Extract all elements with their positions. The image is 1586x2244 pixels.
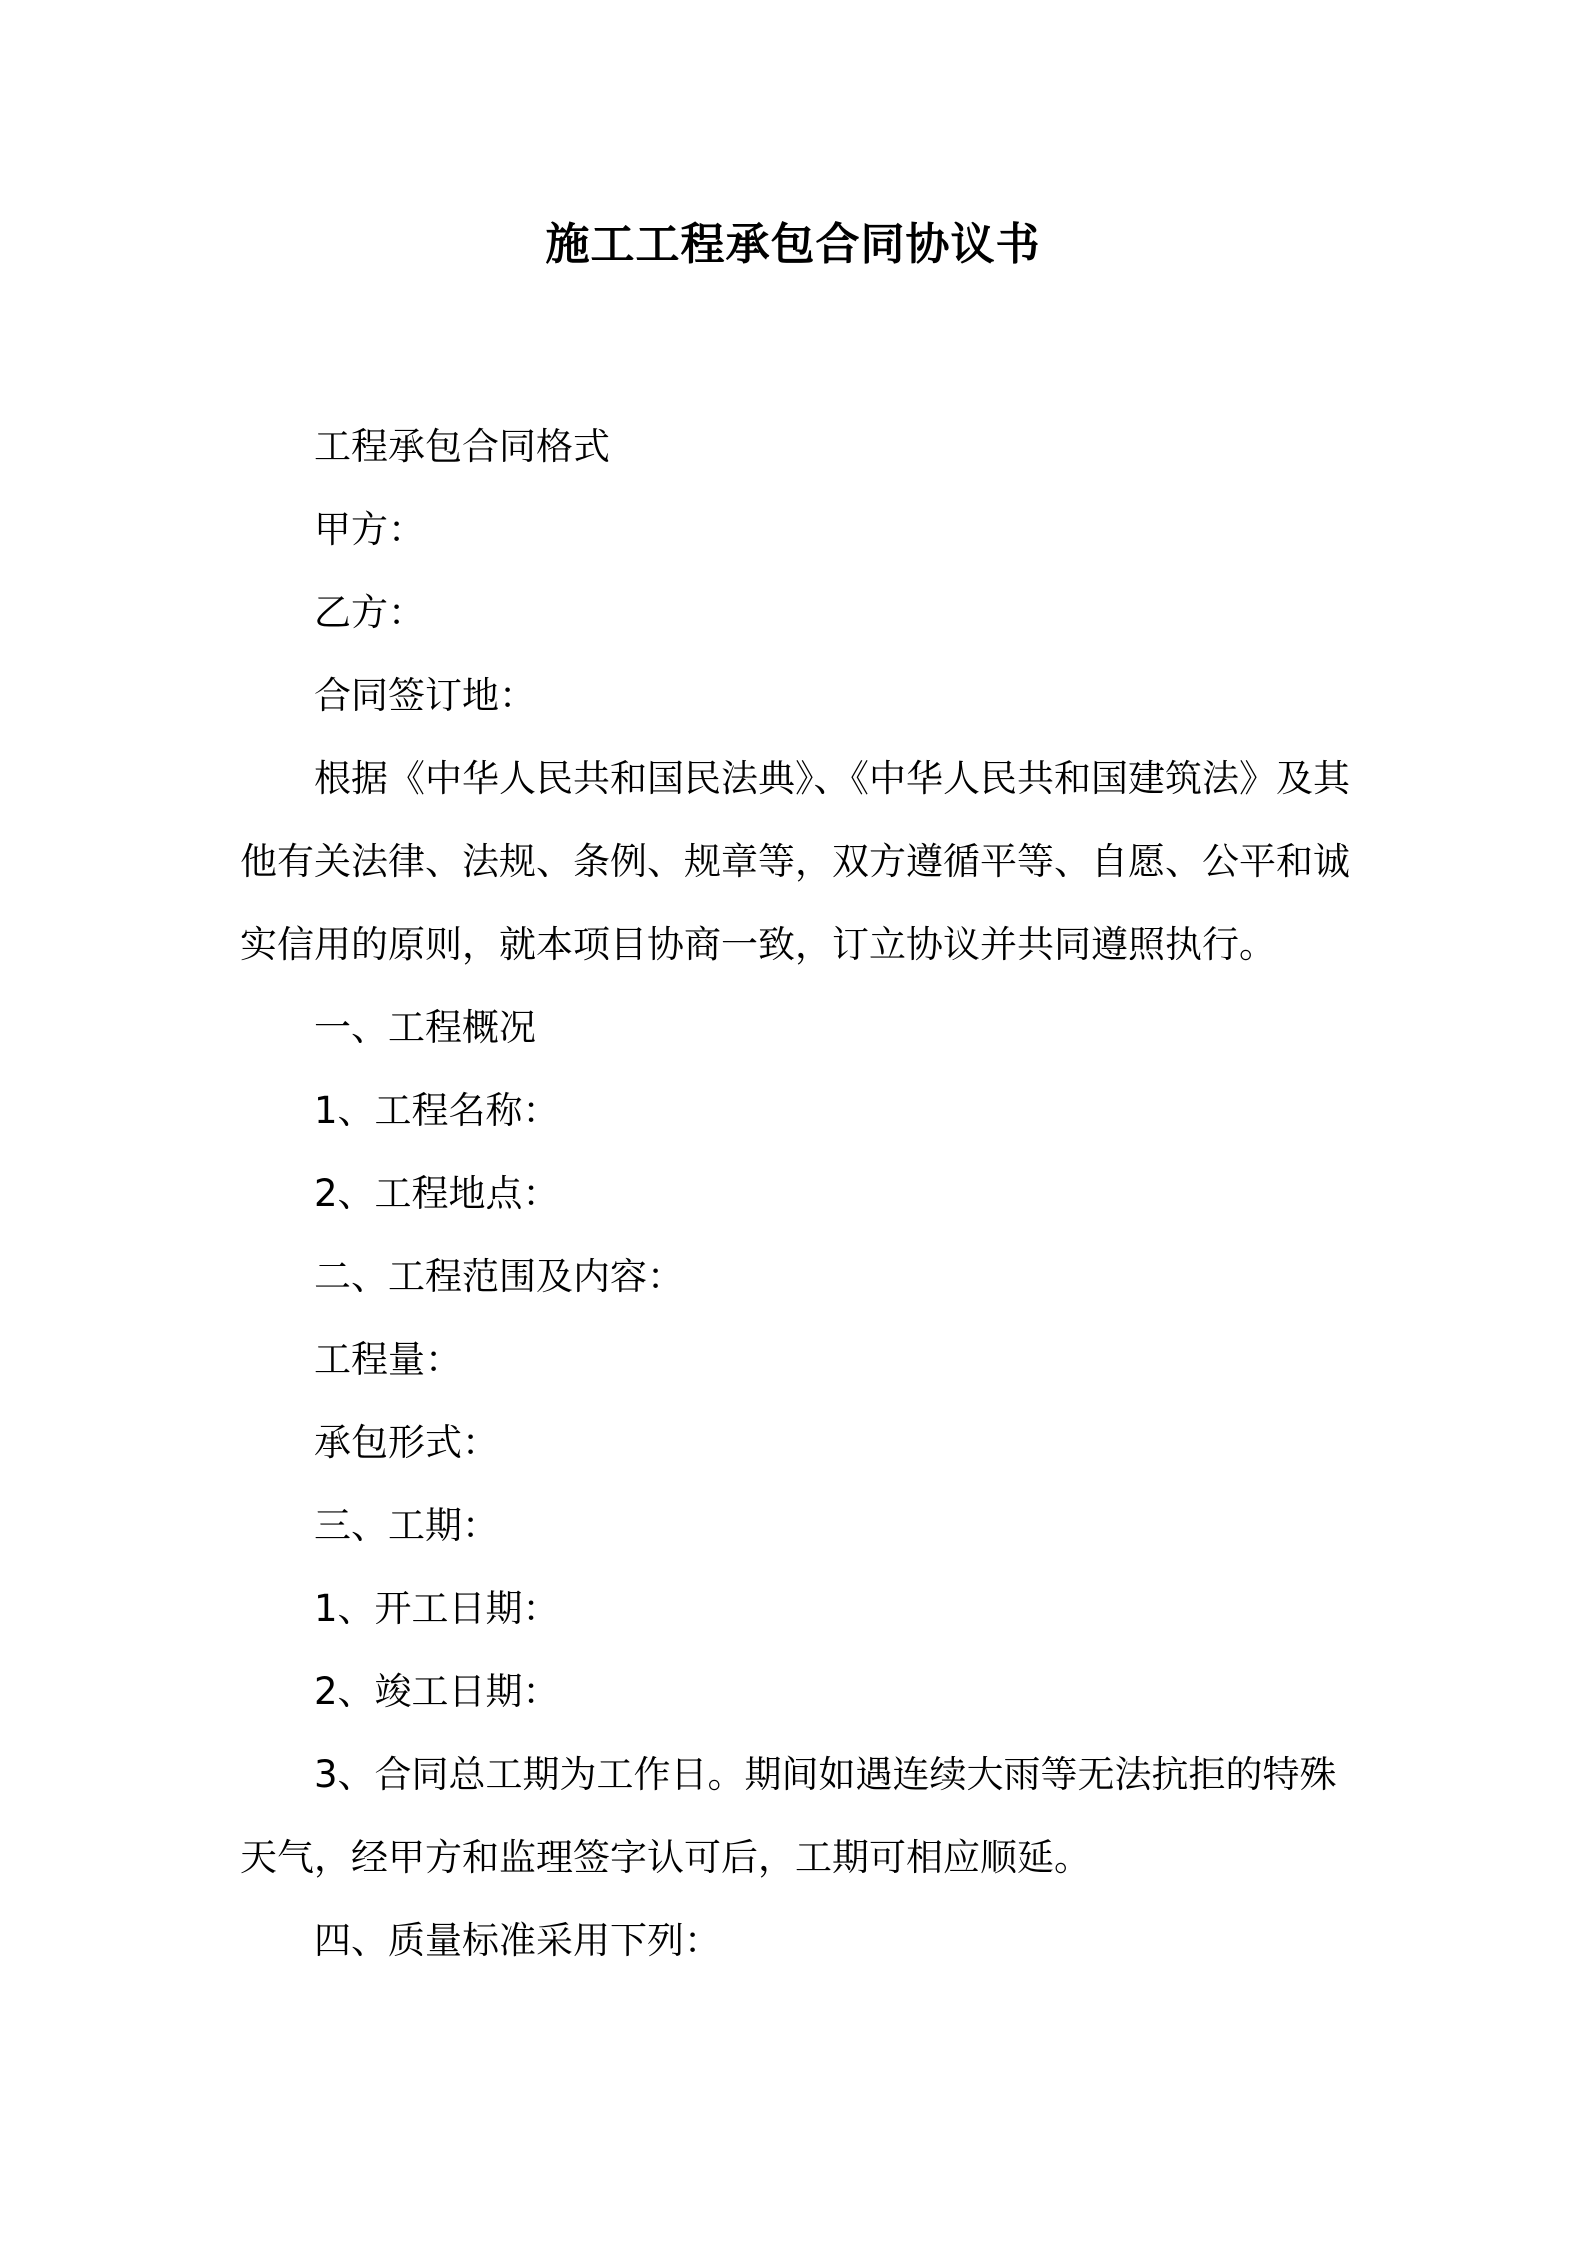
signing-place-label: 合同签订地： [314, 674, 536, 717]
start-date-label: 1、开工日期： [314, 1587, 560, 1630]
preamble-line: 实信用的原则，就本项目协商一致，订立协议并共同遵照执行。 [240, 923, 1276, 966]
document-title: 施工工程承包合同协议书 [545, 219, 1041, 270]
party-a-label: 甲方： [314, 508, 425, 551]
quantity-label: 工程量： [314, 1338, 462, 1381]
preamble-paragraph [240, 737, 1360, 986]
preamble-line: 根据《中华人民共和国民法典》、《中华人民共和国建筑法》及其 [314, 757, 1350, 800]
duration-paragraph [240, 1733, 1360, 1899]
party-b-label: 乙方： [314, 591, 425, 634]
preamble-line: 他有关法律、法规、条例、规章等，双方遵循平等、自愿、公平和诚 [240, 840, 1350, 883]
document-body [240, 405, 1360, 1982]
section-2-heading: 二、工程范围及内容： [314, 1255, 684, 1298]
completion-date-label: 2、竣工日期： [314, 1670, 560, 1713]
project-name-label: 1、工程名称： [314, 1089, 560, 1132]
duration-line: 3、合同总工期为工作日。期间如遇连续大雨等无法抗拒的特殊 [314, 1753, 1337, 1796]
section-4-heading: 四、质量标准采用下列： [314, 1919, 721, 1962]
contract-form-label: 承包形式： [314, 1421, 499, 1464]
section-1-heading: 一、工程概况 [314, 1006, 536, 1049]
format-heading: 工程承包合同格式 [314, 425, 610, 468]
section-3-heading: 三、工期： [314, 1504, 499, 1547]
duration-line: 天气，经甲方和监理签字认可后，工期可相应顺延。 [240, 1836, 1091, 1879]
project-location-label: 2、工程地点： [314, 1172, 560, 1215]
